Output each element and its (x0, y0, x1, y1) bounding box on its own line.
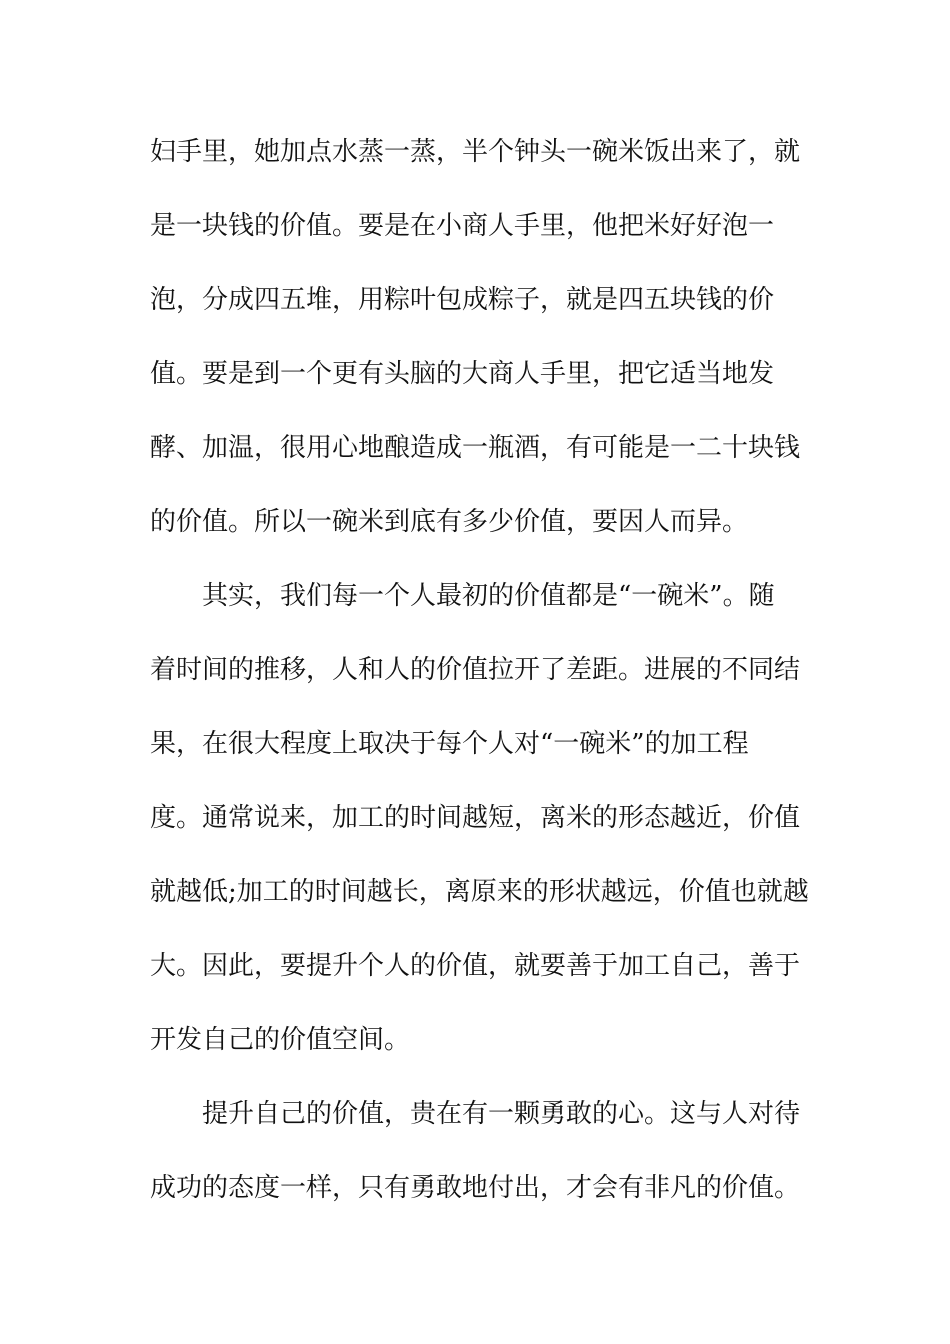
text-line-5: 酵、加温，很用心地酿造成一瓶酒，有可能是一二十块钱 (150, 433, 801, 463)
text-line-9: 果，在很大程度上取决于每个人对“一碗米”的加工程 (150, 729, 749, 759)
text-line-12: 大。因此，要提升个人的价值，就要善于加工自己，善于 (150, 951, 801, 981)
text-line-10: 度。通常说来，加工的时间越短，离米的形态越近，价值 (150, 803, 801, 833)
paragraph-start-line-7: 其实，我们每一个人最初的价值都是“一碗米”。随 (202, 581, 775, 611)
text-line-6: 的价值。所以一碗米到底有多少价值，要因人而异。 (150, 507, 749, 537)
text-line-1: 妇手里，她加点水蒸一蒸，半个钟头一碗米饭出来了，就 (150, 137, 801, 167)
paragraph-start-line-14: 提升自己的价值，贵在有一颗勇敢的心。这与人对待 (202, 1099, 801, 1129)
text-line-4: 值。要是到一个更有头脑的大商人手里，把它适当地发 (150, 359, 775, 389)
text-line-13: 开发自己的价值空间。 (150, 1025, 411, 1055)
body-text (150, 115, 830, 1225)
text-line-11: 就越低;加工的时间越长，离原来的形状越远，价值也就越 (150, 877, 809, 907)
text-line-2: 是一块钱的价值。要是在小商人手里，他把米好好泡一 (150, 211, 775, 241)
text-line-8: 着时间的推移，人和人的价值拉开了差距。进展的不同结 (150, 655, 801, 685)
text-line-3: 泡，分成四五堆，用粽叶包成粽子，就是四五块钱的价 (150, 285, 775, 315)
text-line-15: 成功的态度一样，只有勇敢地付出，才会有非凡的价值。 (150, 1173, 801, 1203)
